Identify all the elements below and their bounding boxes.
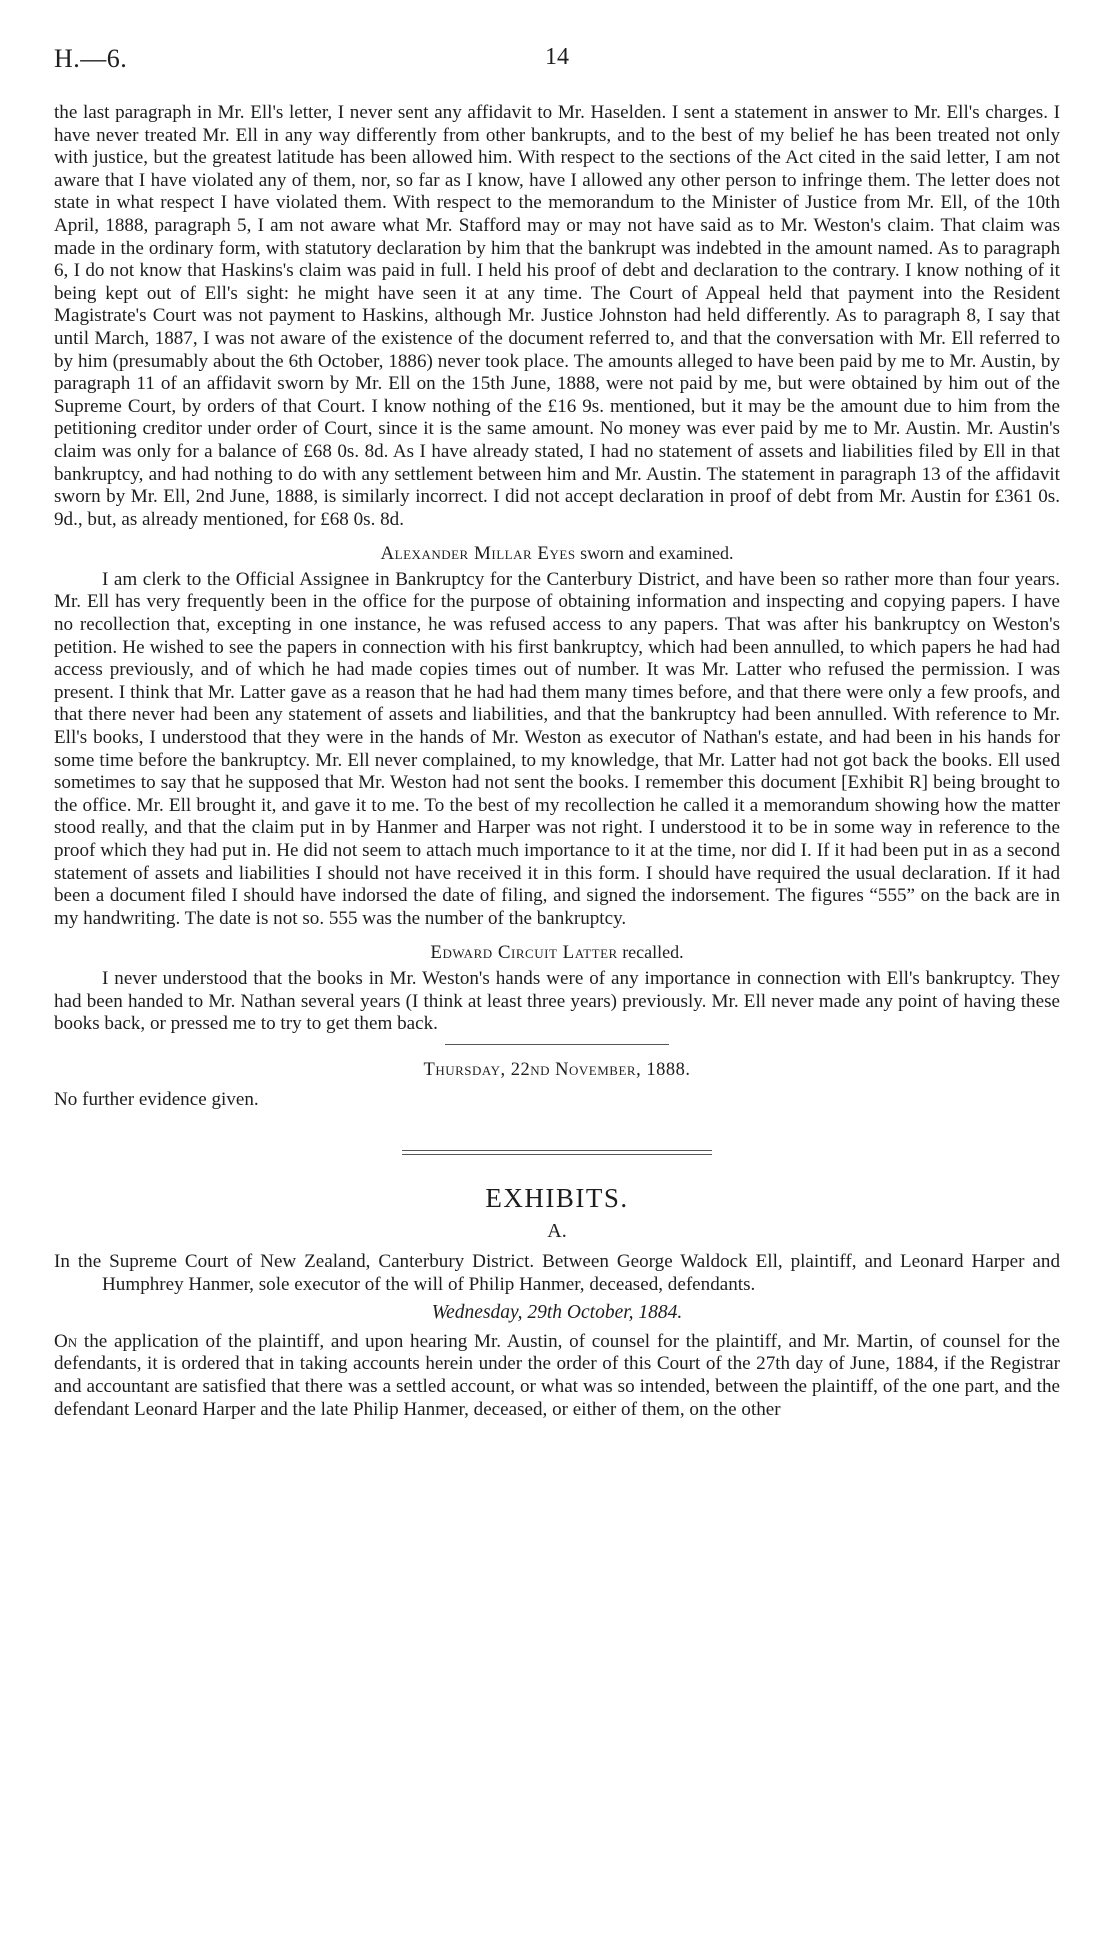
- document-reference: H.—6.: [54, 44, 128, 73]
- order-paragraph: [54, 1331, 1060, 1421]
- order-text: the application of the plaintiff, and upon hearing Mr. Austin, of counsel for the plaintiff, and Mr. Martin, of counsel for the defendants, it is ordered that in taking accounts herein under the order of this Court of the 27th day of June, 1884, if the Registrar and accountant are satisfied that there was a settled account, or what was so intended, between the plaintiff, of the one part, and the defendant Leonard Harper and the late Philip Hanmer, deceased, or either of them, on the other: [54, 1330, 1060, 1420]
- evidence-paragraph-2: I am clerk to the Official Assignee in Bankruptcy for the Canterbury District, and have been so rather more than four years. Mr. Ell has very frequently been in the office for the purpose of obtaining information and inspecting and copying papers. I have no recollection that, excepting in one instance, he was refused access to any papers. That was after his bankruptcy on Weston's petition. He wished to see the papers in connection with his first bankruptcy, which had been annulled, to which papers he had had access previously, and of which he had made copies times out of number. It was Mr. Latter who refused the permission. I was present. I think that Mr. Latter gave as a reason that he had had them many times before, and that there were only a few proofs, and that there never had been any statement of assets and liabilities, and that the bankruptcy had been annulled. With reference to Mr. Ell's books, I understood that they were in the hands of Mr. Weston as executor of Nathan's estate, and had been in his hands for some time before the bankruptcy. Mr. Ell never complained, to my knowledge, that Mr. Latter had not got back the books. Ell used sometimes to say that he supposed that Mr. Weston had not sent the books. I remember this document [Exhibit R] being brought to the office. Mr. Ell brought it, and gave it to me. To the best of my recollection he called it a memorandum showing how the matter stood really, and that the claim put in by Hanmer and Harper was not right. I understood it to be in some way in reference to the proof which they had put in. He did not seem to attach much importance to it at the time, nor did I. If it had been put in as a second statement of assets and liabilities I should not have received it in this form. I should have required the usual declaration. If it had been a document filed I should have indorsed the date of filing, and signed the indorsement. The figures “555” on the back are in my handwriting. The date is not so. 555 was the number of the bankruptcy.: [54, 568, 1060, 929]
- evidence-paragraph-3: I never understood that the books in Mr. Weston's hands were of any importance in connection with Ell's bankruptcy. They had been handed to Mr. Nathan several years (I think at least three years) previously. Mr. Ell never made any point of having these books back, or pressed me to try to get them back.: [54, 967, 1060, 1035]
- exhibit-letter: A.: [547, 1219, 567, 1242]
- evidence-paragraph-1: the last paragraph in Mr. Ell's letter, I never sent any affidavit to Mr. Haselden. I sent a statement in answer to Mr. Ell's charges. I have never treated Mr. Ell in any way differently from other bankrupts, and to the best of my belief he has been treated not only with justice, but the greatest latitude has been allowed him. With respect to the sections of the Act cited in the said letter, I am not aware that I have violated any of them, nor, so far as I know, have I allowed any other person to infringe them. The letter does not state in what respect I have violated them. With respect to the memorandum to the Minister of Justice from Mr. Ell, of the 10th April, 1888, paragraph 5, I am not aware what Mr. Stafford may or may not have said as to Mr. Weston's claim. That claim was made in the ordinary form, with statutory declaration by him that the bankrupt was indebted in the amount named. As to paragraph 6, I do not know that Haskins's claim was paid in full. I held his proof of debt and declaration to the contrary. I know nothing of it being kept out of Ell's sight: he might have seen it at any time. The Court of Appeal held that payment into the Resident Magistrate's Court was not payment to Haskins, although Mr. Justice Johnston had held differently. As to paragraph 8, I say that until March, 1887, I was not aware of the existence of the document referred to, and that the conversation with Mr. Ell referred to by him (presumably about the 6th October, 1886) never took place. The amounts alleged to have been paid by me to Mr. Austin, by paragraph 11 of an affidavit sworn by Mr. Ell on the 15th June, 1888, were not paid by me, but were obtained by him out of the Supreme Court, by orders of that Court. I know nothing of the £16 9s. mentioned, but it may be the amount due to him from the petitioning creditor under order of Court, since it is the same amount. No money was ever paid by me to Mr. Austin. Mr. Austin's claim was only for a balance of £68 0s. 8d. As I have already stated, I had no statement of assets and liabilities filed by Ell in that bankruptcy, and had nothing to do with any settlement between him and Mr. Austin. The statement in paragraph 13 of the affidavit sworn by Mr. Ell, 2nd June, 1888, is similarly incorrect. I did not accept declaration in proof of debt from Mr. Austin for £361 0s. 9d., but, as already mentioned, for £68 0s. 8d.: [54, 102, 1060, 530]
- court-heading: In the Supreme Court of New Zealand, Canterbury District. Between George Waldock Ell, plaintiff, and Leonard Harper and Humphrey Hanmer, sole executor of the will of Philip Hanmer, deceased, defendants.: [54, 1250, 1060, 1295]
- double-divider: [402, 1150, 712, 1155]
- no-further-evidence: No further evidence given.: [54, 1089, 259, 1111]
- page-header: [54, 44, 1060, 84]
- page-number: 14: [545, 44, 569, 70]
- hearing-date: Thursday, 22nd November, 1888.: [423, 1059, 691, 1080]
- order-date: Wednesday, 29th October, 1884.: [431, 1302, 683, 1324]
- section-divider: [445, 1044, 669, 1045]
- witness-name: Alexander Millar Eyes: [380, 543, 576, 565]
- witness-heading-2: [54, 941, 1060, 965]
- witness-status: sworn and examined.: [580, 543, 734, 564]
- document-body: [54, 102, 1060, 1421]
- witness-heading-1: [54, 542, 1060, 566]
- order-first-word: On: [54, 1330, 78, 1352]
- witness-status: recalled.: [622, 942, 684, 963]
- witness-name: Edward Circuit Latter: [430, 942, 618, 964]
- exhibits-title: EXHIBITS.: [485, 1182, 629, 1213]
